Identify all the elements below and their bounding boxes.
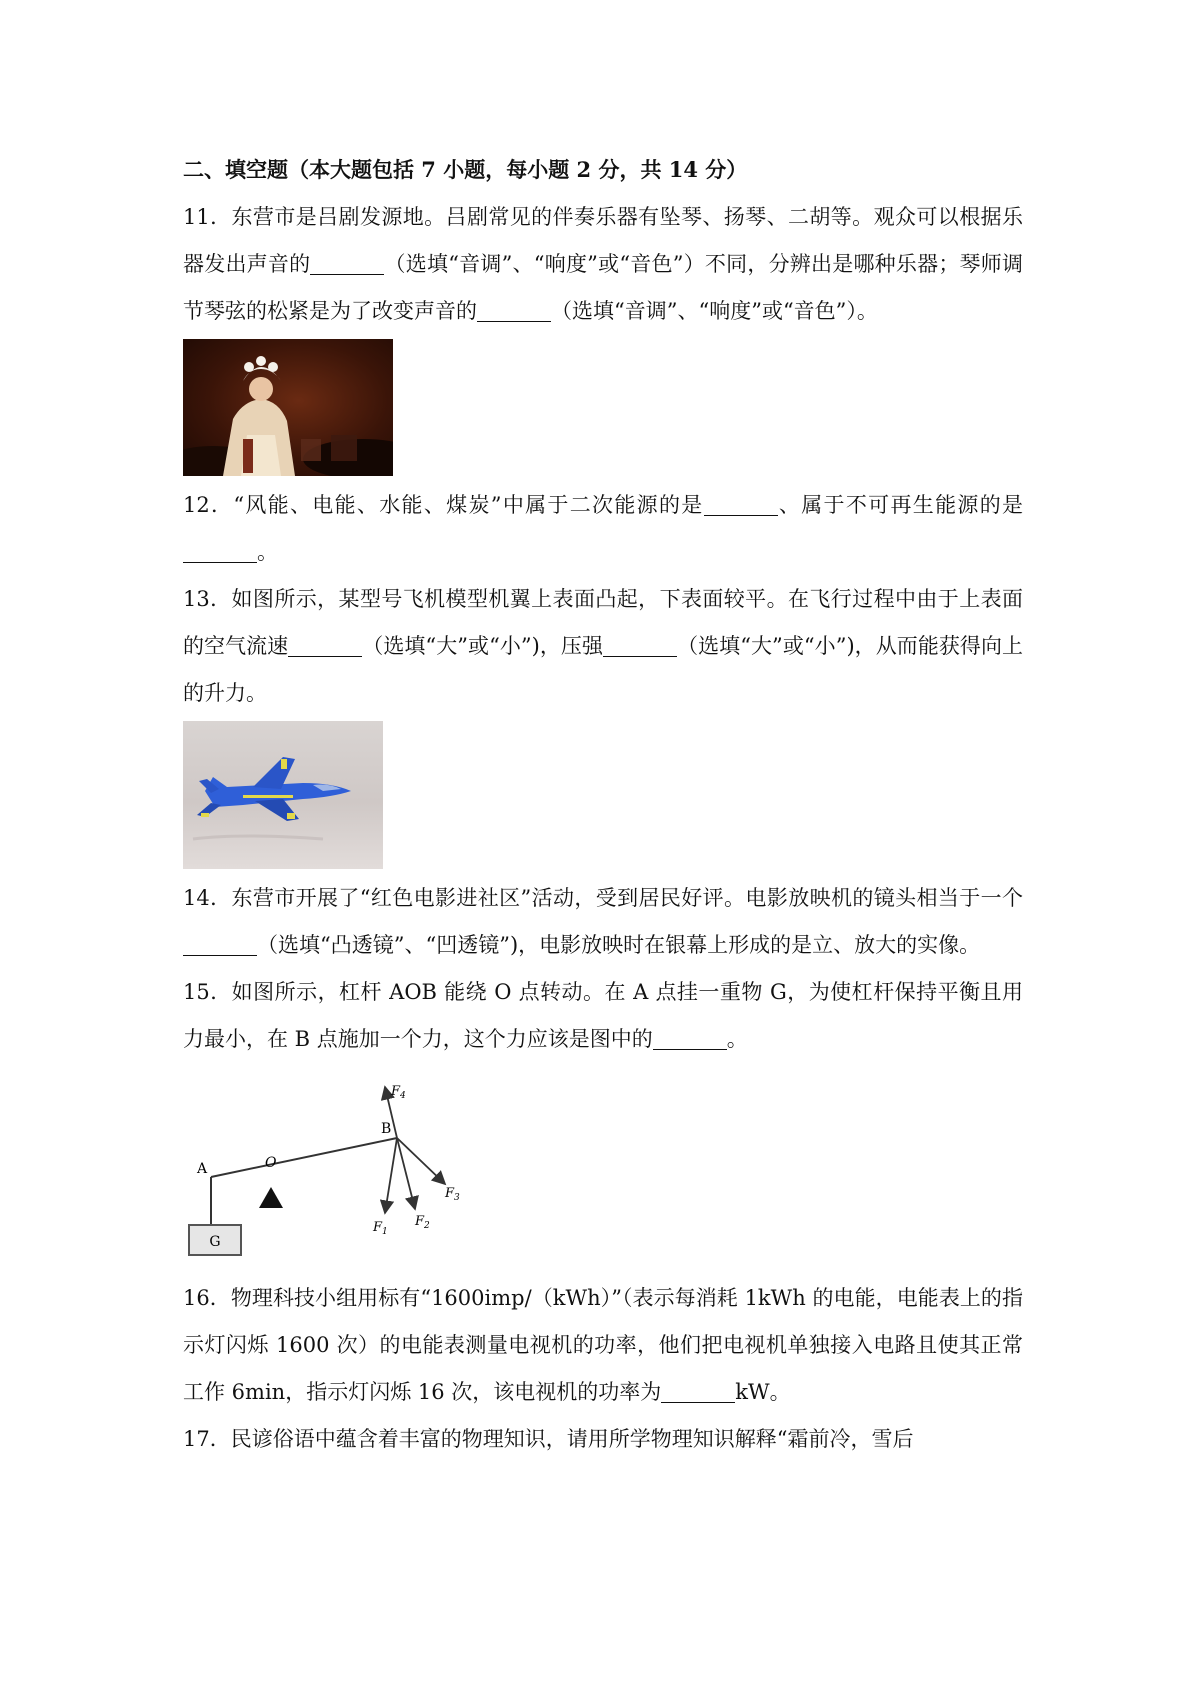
section-heading: 二、填空题（本大题包括 7 小题，每小题 2 分，共 14 分）	[183, 157, 748, 182]
question-text: 13．如图所示，某型号飞机模型机翼上表面凸起，下表面较平。在飞行过程中由于上表面的空气流速	[183, 587, 1023, 658]
question-text: （选填“大”或“小”)，压强	[362, 634, 604, 658]
force-f2-arrow	[397, 1138, 415, 1209]
weight-label: G	[209, 1234, 221, 1250]
force-f1-arrow	[385, 1138, 397, 1213]
answer-blank[interactable]	[183, 934, 257, 956]
question-13	[183, 576, 1023, 717]
question-text: 17．民谚俗语中蕴含着丰富的物理知识，请用所学物理知识解释“霜前冷，雪后	[183, 1427, 914, 1451]
answer-blank[interactable]	[288, 635, 362, 657]
lever-diagram	[183, 1067, 1023, 1269]
question-text: kW。	[735, 1380, 791, 1404]
question-12	[183, 482, 1023, 576]
question-section	[183, 152, 1023, 1463]
answer-blank[interactable]	[310, 253, 384, 275]
fulcrum-triangle	[259, 1187, 283, 1208]
force-f3-arrow	[397, 1138, 445, 1184]
force-f4-label: $F_4$	[391, 1084, 406, 1101]
lever-figure	[183, 1075, 503, 1265]
answer-blank[interactable]	[704, 494, 778, 516]
question-14	[183, 875, 1023, 969]
question-text: （选填“大”或“小”)，从而能获得向上的升力。	[183, 634, 1024, 705]
question-17	[183, 1416, 1023, 1463]
question-text: （选填“音调”、“响度”或“音色”）不同，分辨出是哪种乐器；琴师调节琴弦的松紧是为了改变声音的	[183, 252, 1023, 323]
force-f2-label: $F_2$	[415, 1214, 430, 1231]
airplane-model-image	[183, 721, 383, 869]
question-text: 11．东营市是吕剧发源地。吕剧常见的伴奏乐器有坠琴、扬琴、二胡等。观众可以根据乐器发出声音的	[183, 205, 1023, 276]
answer-blank[interactable]	[477, 300, 551, 322]
point-o-label: O	[265, 1155, 277, 1171]
question-16	[183, 1275, 1023, 1416]
answer-blank[interactable]	[661, 1381, 735, 1403]
plane-photo	[183, 721, 1023, 869]
opera-performer-image	[183, 339, 393, 476]
question-text: 16．物理科技小组用标有“1600imp/（kWh）”（表示每消耗 1kWh 的电能，电能表上的指示灯闪烁 1600 次）的电能表测量电视机的功率，他们把电视机单独接入电路且使其正常工作 6min，指示灯闪烁 16 次，该电视机的功率为	[183, 1286, 1023, 1404]
force-f3-label: $F_3$	[445, 1186, 460, 1203]
lever-bar	[211, 1138, 397, 1177]
question-15	[183, 969, 1023, 1063]
question-text: 、属于不可再生能源的是	[777, 493, 1024, 517]
answer-blank[interactable]	[653, 1028, 727, 1050]
question-text: 15．如图所示，杠杆 AOB 能绕 O 点转动。在 A 点挂一重物 G，为使杠杆保持平衡且用力最小，在 B 点施加一个力，这个力应该是图中的	[183, 980, 1023, 1051]
question-text: 。	[726, 1027, 748, 1051]
question-text: （选填“凸透镜”、“凹透镜”)，电影放映时在银幕上形成的是立、放大的实像。	[257, 933, 981, 957]
question-11	[183, 194, 1023, 335]
force-f1-label: $F_1$	[373, 1220, 388, 1237]
point-b-label: B	[381, 1121, 392, 1137]
point-a-label: A	[197, 1161, 208, 1177]
question-text: （选填“音调”、“响度”或“音色”）。	[551, 299, 878, 323]
answer-blank[interactable]	[603, 635, 677, 657]
opera-photo	[183, 339, 1023, 476]
question-text: 14．东营市开展了“红色电影进社区”活动，受到居民好评。电影放映机的镜头相当于一个	[183, 886, 1023, 910]
question-text: 。	[257, 540, 278, 564]
question-text: 12．“风能、电能、水能、煤炭”中属于二次能源的是	[183, 493, 704, 517]
answer-blank[interactable]	[183, 541, 257, 563]
